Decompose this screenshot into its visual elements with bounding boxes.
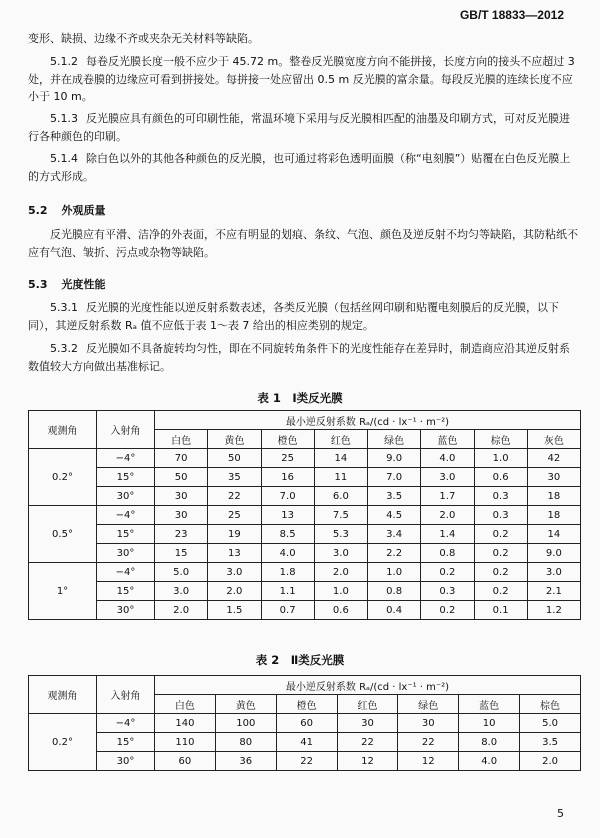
- cell-value: 18: [527, 506, 580, 525]
- clause-number: 5.1.4: [50, 152, 78, 165]
- paragraph-5-3-1: [28, 299, 578, 334]
- cell-value: 1.1: [261, 582, 314, 601]
- paragraph-continuation: 变形、缺损、边缘不齐或夹杂无关材料等缺陷。: [28, 32, 259, 45]
- page-number: 5: [557, 807, 564, 820]
- cell-value: 1.0: [474, 449, 527, 468]
- cell-value: 50: [155, 468, 208, 487]
- section-heading-5-3: [28, 276, 106, 292]
- clause-text: 反光膜应具有颜色的可印刷性能，常温环境下采用与反光膜相匹配的油墨及印刷方式，可对反光膜进行各种颜色的印刷。: [28, 112, 570, 143]
- header-color: 白色: [155, 695, 216, 714]
- cell-value: 30: [155, 506, 208, 525]
- table-row: [29, 487, 581, 506]
- header-color: 白色: [155, 430, 208, 449]
- cell-value: 70: [155, 449, 208, 468]
- table-row: [29, 506, 581, 525]
- document-code: GB/T 18833—2012: [459, 8, 564, 22]
- cell-value: 2.0: [155, 601, 208, 620]
- cell-value: 11: [314, 468, 367, 487]
- cell-value: 2.1: [527, 582, 580, 601]
- cell-value: 4.0: [459, 752, 520, 771]
- cell-value: 1.0: [314, 582, 367, 601]
- table-row: [29, 544, 581, 563]
- cell-incidence-angle: −4°: [97, 563, 155, 582]
- cell-value: 22: [208, 487, 261, 506]
- header-color: 棕色: [520, 695, 581, 714]
- header-color: 蓝色: [421, 430, 474, 449]
- header-incidence-angle: 入射角: [97, 676, 155, 714]
- cell-incidence-angle: 30°: [97, 544, 155, 563]
- cell-observation-angle: 0.2°: [29, 714, 97, 771]
- clause-text: 除白色以外的其他各种颜色的反光膜，也可通过将彩色透明面膜（称“电刻膜”）贴覆在白色反光膜上的方式形成。: [28, 152, 571, 183]
- cell-value: 7.0: [261, 487, 314, 506]
- cell-incidence-angle: −4°: [97, 714, 155, 733]
- cell-value: 14: [314, 449, 367, 468]
- cell-value: 2.0: [314, 563, 367, 582]
- cell-value: 16: [261, 468, 314, 487]
- cell-value: 0.4: [368, 601, 421, 620]
- cell-value: 0.6: [474, 468, 527, 487]
- cell-value: 3.5: [520, 733, 581, 752]
- cell-incidence-angle: 15°: [97, 468, 155, 487]
- header-color: 灰色: [527, 430, 580, 449]
- paragraph-5-1-2: [28, 53, 578, 106]
- cell-value: 1.5: [208, 601, 261, 620]
- paragraph-5-1-3: [28, 110, 578, 145]
- cell-incidence-angle: 15°: [97, 733, 155, 752]
- cell-value: 23: [155, 525, 208, 544]
- cell-value: 22: [337, 733, 398, 752]
- cell-value: 3.0: [421, 468, 474, 487]
- table-header-row: [29, 411, 581, 430]
- cell-value: 18: [527, 487, 580, 506]
- cell-value: 22: [276, 752, 337, 771]
- cell-value: 3.0: [527, 563, 580, 582]
- cell-value: 0.2: [474, 525, 527, 544]
- header-observation-angle: 观测角: [29, 676, 97, 714]
- table-row: [29, 449, 581, 468]
- clause-text: 每卷反光膜长度一般不应少于 45.72 m。整卷反光膜宽度方向不能拼接，长度方向的接头不应超过 3 处，并在成卷膜的边缘应可看到拼接处。每拼接一处应留出 0.5 m 反光膜的富余量。每段反光膜的连续长度不应小于 10 m。: [28, 55, 575, 103]
- cell-incidence-angle: 30°: [97, 601, 155, 620]
- cell-value: 25: [208, 506, 261, 525]
- section-number: 5.2: [28, 204, 48, 217]
- cell-value: 3.5: [368, 487, 421, 506]
- table-2: [28, 675, 581, 771]
- clause-number: 5.1.3: [50, 112, 78, 125]
- cell-value: 9.0: [368, 449, 421, 468]
- cell-value: 2.0: [421, 506, 474, 525]
- paragraph-5-1-4: [28, 150, 578, 185]
- cell-value: 0.8: [421, 544, 474, 563]
- cell-value: 0.3: [474, 506, 527, 525]
- table-1: [28, 410, 581, 620]
- cell-value: 30: [527, 468, 580, 487]
- cell-value: 8.0: [459, 733, 520, 752]
- header-color: 橙色: [261, 430, 314, 449]
- cell-value: 3.0: [208, 563, 261, 582]
- cell-incidence-angle: −4°: [97, 506, 155, 525]
- cell-value: 60: [155, 752, 216, 771]
- header-color: 橙色: [276, 695, 337, 714]
- paragraph-5-2: 反光膜应有平滑、洁净的外表面，不应有明显的划痕、条纹、气泡、颜色及逆反射不均匀等缺陷，其防粘纸不应有气泡、皱折、污点或杂物等缺陷。: [28, 228, 578, 259]
- cell-value: 4.0: [261, 544, 314, 563]
- cell-value: 12: [398, 752, 459, 771]
- cell-value: 30: [398, 714, 459, 733]
- cell-value: 13: [208, 544, 261, 563]
- cell-value: 30: [337, 714, 398, 733]
- table-1-caption: 表 1 Ⅰ类反光膜: [257, 391, 343, 405]
- cell-value: 3.0: [314, 544, 367, 563]
- header-color: 绿色: [398, 695, 459, 714]
- cell-value: 0.2: [421, 563, 474, 582]
- section-title: 光度性能: [61, 278, 106, 291]
- cell-value: 7.5: [314, 506, 367, 525]
- cell-value: 22: [398, 733, 459, 752]
- clause-number: 5.3.2: [50, 342, 78, 355]
- clause-text: 反光膜的光度性能以逆反射系数表述，各类反光膜（包括丝网印刷和贴覆电刻膜后的反光膜，以下同），其逆反射系数 Rₐ 值不应低于表 1～表 7 给出的相应类别的规定。: [28, 301, 559, 332]
- cell-observation-angle: 0.5°: [29, 506, 97, 563]
- cell-value: 12: [337, 752, 398, 771]
- table-row: [29, 582, 581, 601]
- cell-value: 36: [215, 752, 276, 771]
- cell-value: 0.7: [261, 601, 314, 620]
- cell-value: 50: [208, 449, 261, 468]
- header-color: 棕色: [474, 430, 527, 449]
- table-row: [29, 468, 581, 487]
- table-row: [29, 563, 581, 582]
- clause-text: 反光膜如不具备旋转均匀性，即在不同旋转角条件下的光度性能存在差异时，制造商应沿其逆反射系数值较大方向做出基准标记。: [28, 342, 570, 373]
- cell-value: 8.5: [261, 525, 314, 544]
- cell-value: 13: [261, 506, 314, 525]
- cell-value: 0.1: [474, 601, 527, 620]
- cell-value: 1.2: [527, 601, 580, 620]
- cell-value: 15: [155, 544, 208, 563]
- cell-value: 80: [215, 733, 276, 752]
- cell-value: 2.2: [368, 544, 421, 563]
- clause-number: 5.1.2: [50, 55, 78, 68]
- cell-incidence-angle: 15°: [97, 525, 155, 544]
- header-color: 绿色: [368, 430, 421, 449]
- cell-value: 35: [208, 468, 261, 487]
- cell-value: 1.7: [421, 487, 474, 506]
- cell-incidence-angle: −4°: [97, 449, 155, 468]
- cell-value: 140: [155, 714, 216, 733]
- paragraph-5-3-2: [28, 340, 578, 375]
- cell-value: 0.2: [474, 544, 527, 563]
- cell-value: 1.0: [368, 563, 421, 582]
- cell-value: 60: [276, 714, 337, 733]
- header-min-retroreflection: 最小逆反射系数 Rₐ/(cd · lx⁻¹ · m⁻²): [155, 676, 581, 695]
- table-2-caption: 表 2 Ⅱ类反光膜: [255, 653, 345, 667]
- header-color: 红色: [337, 695, 398, 714]
- cell-value: 5.0: [155, 563, 208, 582]
- cell-value: 41: [276, 733, 337, 752]
- cell-value: 0.2: [474, 563, 527, 582]
- section-title: 外观质量: [61, 204, 106, 217]
- table-row: [29, 601, 581, 620]
- cell-value: 0.8: [368, 582, 421, 601]
- cell-value: 4.0: [421, 449, 474, 468]
- cell-value: 30: [155, 487, 208, 506]
- cell-value: 4.5: [368, 506, 421, 525]
- cell-value: 2.0: [520, 752, 581, 771]
- header-color: 蓝色: [459, 695, 520, 714]
- cell-value: 14: [527, 525, 580, 544]
- cell-observation-angle: 0.2°: [29, 449, 97, 506]
- cell-value: 0.3: [421, 582, 474, 601]
- cell-value: 0.6: [314, 601, 367, 620]
- header-observation-angle: 观测角: [29, 411, 97, 449]
- cell-value: 2.0: [208, 582, 261, 601]
- cell-incidence-angle: 15°: [97, 582, 155, 601]
- cell-value: 3.4: [368, 525, 421, 544]
- cell-observation-angle: 1°: [29, 563, 97, 620]
- cell-value: 1.4: [421, 525, 474, 544]
- header-incidence-angle: 入射角: [97, 411, 155, 449]
- table-row: [29, 752, 581, 771]
- cell-incidence-angle: 30°: [97, 752, 155, 771]
- table-row: [29, 714, 581, 733]
- table-header-row: [29, 676, 581, 695]
- cell-value: 42: [527, 449, 580, 468]
- clause-number: 5.3.1: [50, 301, 78, 314]
- cell-incidence-angle: 30°: [97, 487, 155, 506]
- cell-value: 110: [155, 733, 216, 752]
- cell-value: 3.0: [155, 582, 208, 601]
- cell-value: 9.0: [527, 544, 580, 563]
- table-row: [29, 525, 581, 544]
- cell-value: 7.0: [368, 468, 421, 487]
- header-color: 黄色: [215, 695, 276, 714]
- cell-value: 5.3: [314, 525, 367, 544]
- cell-value: 5.0: [520, 714, 581, 733]
- section-number: 5.3: [28, 278, 48, 291]
- cell-value: 19: [208, 525, 261, 544]
- cell-value: 0.2: [474, 582, 527, 601]
- cell-value: 25: [261, 449, 314, 468]
- header-min-retroreflection: 最小逆反射系数 Rₐ/(cd · lx⁻¹ · m⁻²): [155, 411, 581, 430]
- cell-value: 6.0: [314, 487, 367, 506]
- section-heading-5-2: [28, 202, 106, 218]
- cell-value: 0.2: [421, 601, 474, 620]
- header-color: 黄色: [208, 430, 261, 449]
- cell-value: 100: [215, 714, 276, 733]
- cell-value: 0.3: [474, 487, 527, 506]
- cell-value: 1.8: [261, 563, 314, 582]
- table-row: [29, 733, 581, 752]
- cell-value: 10: [459, 714, 520, 733]
- header-color: 红色: [314, 430, 367, 449]
